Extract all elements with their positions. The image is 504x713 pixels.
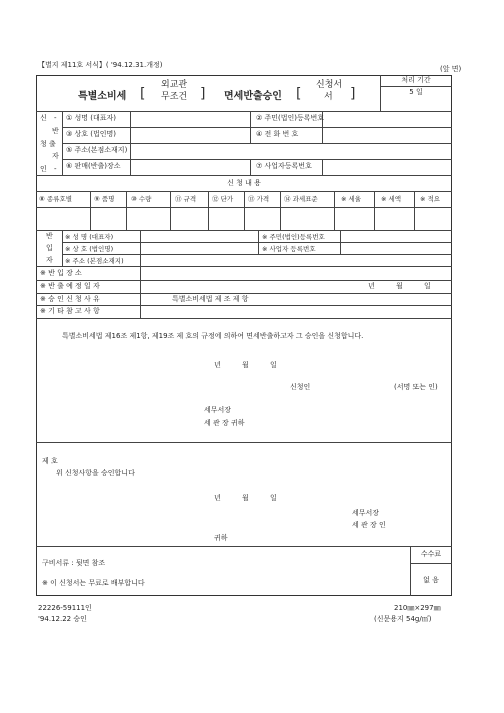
applicant-name-field[interactable] <box>131 112 249 126</box>
applicant-place-label: ⑥ 판매(반출)장소 <box>66 162 121 170</box>
importer-biz-no-field[interactable] <box>341 243 451 253</box>
importer-biz-no-label: ※ 사업자 등록번호 <box>262 245 316 253</box>
form-number: 【별지 제11호 서식】( '94.12.31.개정) <box>38 61 163 69</box>
applicant-phone-label: ④ 전 화 번 호 <box>256 130 299 138</box>
applicant-side-label-5: 자 <box>52 152 59 160</box>
statement-month: 월 <box>242 361 249 369</box>
required-docs: 구비서류 : 뒷면 참조 <box>42 559 106 567</box>
title-option-unconditional: 무조건 <box>161 92 188 102</box>
applicant-company-field[interactable] <box>131 128 249 142</box>
importer-company-field[interactable] <box>141 243 257 253</box>
col-type: ⑧ 종류호별 <box>39 195 73 203</box>
importer-address-label: ※ 주소 (본점소재지) <box>65 257 124 265</box>
import-place-field[interactable] <box>141 267 451 279</box>
statement-year: 년 <box>214 361 221 369</box>
title-prefix: 특별소비세 <box>78 91 127 102</box>
contents-entry-row[interactable] <box>37 208 451 229</box>
applicant-side-label-6: 인 <box>40 165 47 173</box>
applicant-biz-no-label: ⑦ 사업자등록번호 <box>256 162 312 170</box>
statement-to-customs: 세 관 장 귀하 <box>204 419 245 427</box>
statement-day: 일 <box>270 361 277 369</box>
applicant-side-label-3: 반 <box>52 127 59 135</box>
export-date-month: 월 <box>396 282 403 290</box>
export-date-field[interactable] <box>141 281 361 292</box>
applicant-reg-no-label: ② 주민(법인)등록번호 <box>256 114 325 122</box>
col-price: ⑬ 가격 <box>248 195 270 203</box>
footer-size: 210㎜×297㎜ <box>394 604 441 612</box>
footer-code: 22226-59111인 <box>38 604 92 612</box>
bracket-left: [ <box>140 86 146 102</box>
applicant-address-field[interactable] <box>131 144 451 158</box>
import-place-label: ※ 반 입 장 소 <box>40 269 82 277</box>
col-tax-base: ⑭ 과세표준 <box>284 195 318 203</box>
col-remarks: ※ 적요 <box>420 195 441 203</box>
title-doc-1: 신청서 <box>316 80 343 90</box>
importer-reg-no-label: ※ 주민(법인)등록번호 <box>262 233 325 241</box>
applicant-address-label: ⑤ 주소(본점소재지) <box>66 146 128 154</box>
contents-header: 신 청 내 용 <box>227 179 261 187</box>
page-side-label: (앞 면) <box>440 65 462 73</box>
footer-paper: (신문용지 54g/㎡) <box>374 615 432 623</box>
applicant-signature-field[interactable] <box>320 381 392 393</box>
approval-tax-office: 세무서장 <box>352 509 380 517</box>
importer-reg-no-field[interactable] <box>341 231 451 241</box>
col-tax: ※ 세액 <box>381 195 402 203</box>
approval-reason-label: ※ 승 인 신 청 사 유 <box>40 295 100 303</box>
etc-notes-field[interactable] <box>141 306 451 317</box>
title-main: 면세반출승인 <box>224 91 282 102</box>
free-distribution-note: ※ 이 신청서는 무료로 배부합니다 <box>42 579 145 587</box>
footer-approved: '94.12.22 승인 <box>38 615 87 623</box>
applicant-company-label: ③ 상호 (법인명) <box>66 130 116 138</box>
statement-to-tax-office: 세무서장 <box>204 406 232 414</box>
approval-number: 제 호 <box>42 457 58 465</box>
importer-side-label-3: 자 <box>46 256 53 264</box>
applicant-place-field[interactable] <box>131 160 249 174</box>
importer-side-label-1: 반 <box>46 232 53 240</box>
applicant-side-label-1: 신 <box>40 114 47 122</box>
fee-value: 없 음 <box>423 576 439 584</box>
approval-month: 월 <box>242 494 249 502</box>
applicant-reg-no-field[interactable] <box>323 112 451 126</box>
applicant-side-label-4: 청 출 <box>40 140 56 148</box>
bracket-right-2: ] <box>350 86 356 102</box>
approval-day: 일 <box>270 494 277 502</box>
applicant-phone-field[interactable] <box>323 128 451 142</box>
statement-applicant: 신청인 <box>290 383 311 391</box>
approval-reason-value: 특별소비세법 제 조 제 항 <box>172 295 249 303</box>
approval-customs: 세 관 장 인 <box>352 521 386 529</box>
importer-company-label: ※ 상 호 (법인명) <box>65 245 114 253</box>
statement-sign: (서명 또는 인) <box>394 383 438 391</box>
processing-period-label: 처리 기간 <box>401 76 431 84</box>
statement-text: 특별소비세법 제16조 제1항, 제19조 제 호의 규정에 의하여 면세반출하고자 그 승인을 신청합니다. <box>62 332 364 340</box>
title-option-diplomat: 외교관 <box>161 80 188 90</box>
col-qty: ⑩ 수량 <box>131 195 152 203</box>
col-unit-price: ⑫ 단가 <box>212 195 234 203</box>
export-date-day: 일 <box>424 282 431 290</box>
fee-label: 수수료 <box>420 550 442 558</box>
applicant-side-label-7: - <box>54 165 57 173</box>
approval-to: 귀하 <box>214 534 228 542</box>
applicant-side-label-2: - <box>54 114 57 122</box>
bracket-left-2: [ <box>296 86 302 102</box>
export-date-label: ※ 반 출 예 정 일 자 <box>40 282 100 290</box>
col-item: ⑨ 품명 <box>94 195 115 203</box>
etc-notes-label: ※ 기 타 참 고 사 항 <box>40 307 100 315</box>
importer-side-label-2: 입 <box>46 244 53 252</box>
bracket-right: ] <box>200 86 206 102</box>
applicant-name-label: ① 성명 (대표자) <box>66 114 116 122</box>
applicant-biz-no-field[interactable] <box>323 160 451 174</box>
approval-year: 년 <box>214 494 221 502</box>
approval-text: 위 신청사항을 승인합니다 <box>56 469 135 477</box>
importer-address-field[interactable] <box>141 255 451 265</box>
importer-name-field[interactable] <box>141 231 257 241</box>
processing-period-value: 5 일 <box>409 88 423 96</box>
col-spec: ⑪ 규격 <box>175 195 197 203</box>
export-date-year: 년 <box>368 282 375 290</box>
importer-name-label: ※ 성 명 (대표자) <box>65 233 114 241</box>
col-rate: ※ 세율 <box>341 195 362 203</box>
title-doc-2: 서 <box>324 92 333 102</box>
